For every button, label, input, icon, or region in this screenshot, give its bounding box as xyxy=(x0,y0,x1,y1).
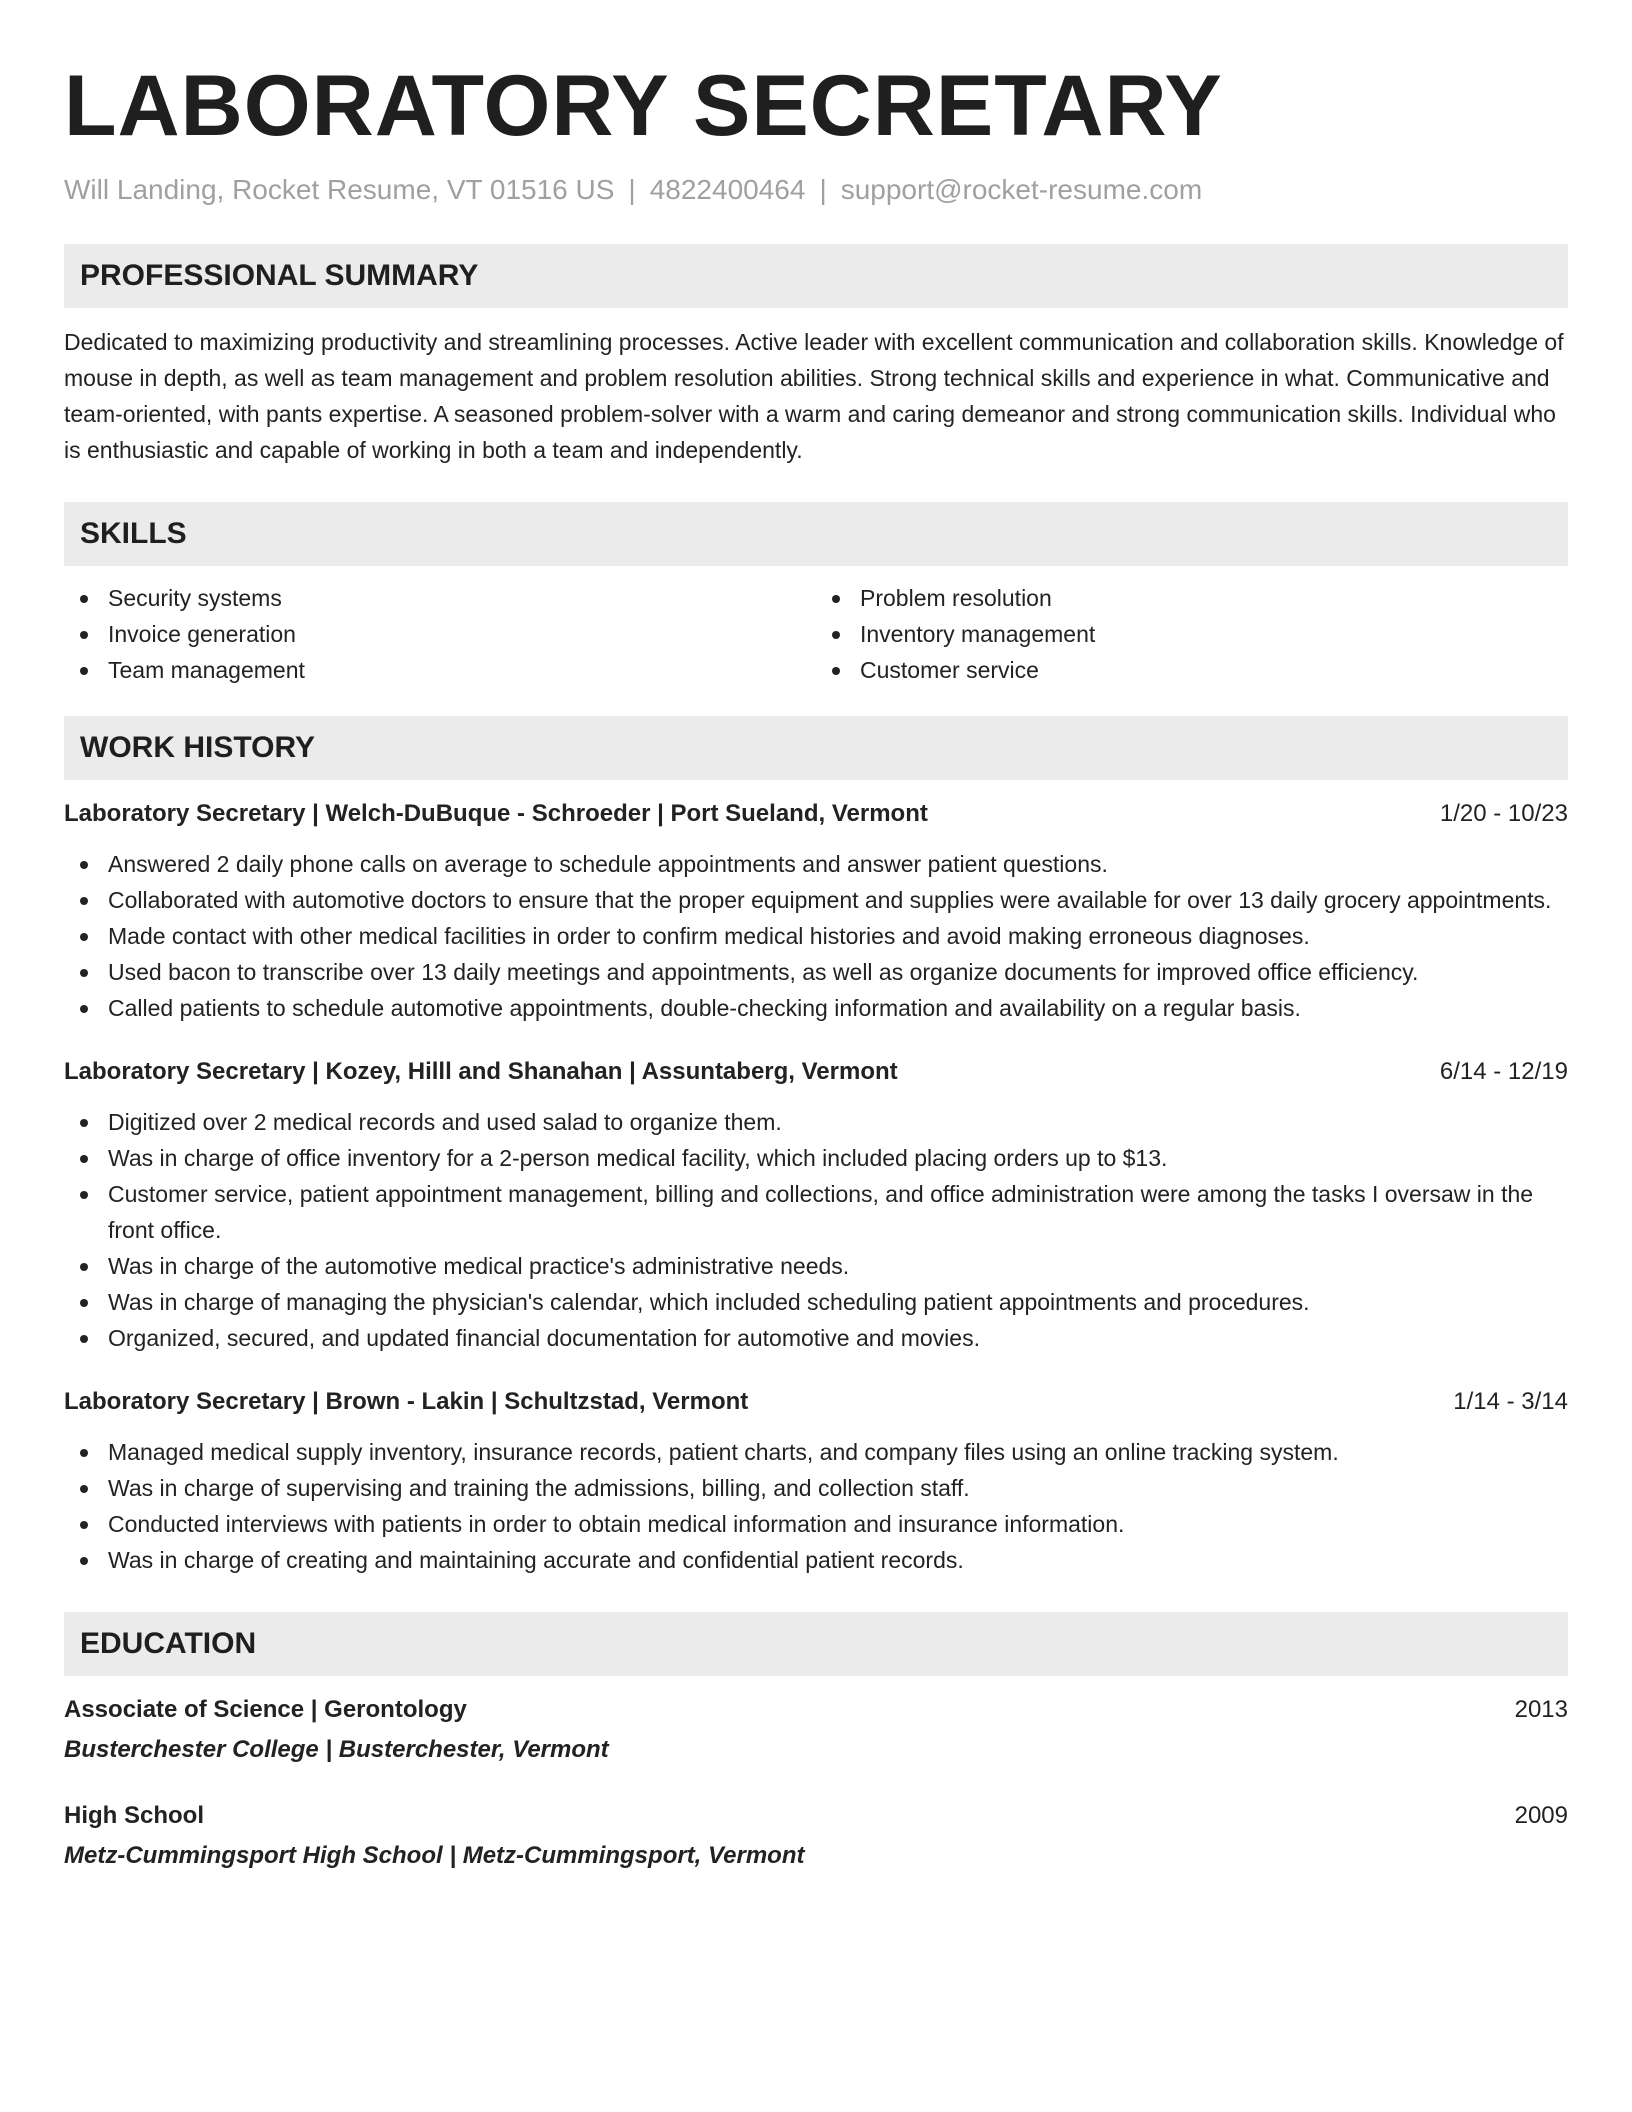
job-bullet: Called patients to schedule automotive appointments, double-checking information and availability on a regular basis. xyxy=(64,990,1568,1026)
job-bullet: Managed medical supply inventory, insurance records, patient charts, and company files using an online tracking system. xyxy=(64,1434,1568,1470)
education-section-title: EDUCATION xyxy=(80,1627,257,1660)
skill-item: Security systems xyxy=(64,580,816,616)
skill-item: Problem resolution xyxy=(816,580,1568,616)
job-dates: 1/20 - 10/23 xyxy=(1439,800,1568,827)
skills-column-left xyxy=(64,580,816,688)
education-school: Busterchester College | Busterchester, Vermont xyxy=(64,1736,609,1763)
job-bullet: Was in charge of the automotive medical practice's administrative needs. xyxy=(64,1248,1568,1284)
job-bullet: Digitized over 2 medical records and used salad to organize them. xyxy=(64,1104,1568,1140)
skill-item: Inventory management xyxy=(816,616,1568,652)
contact-separator: | xyxy=(628,174,636,205)
contact-phone: 4822400464 xyxy=(649,174,806,205)
job-bullets xyxy=(64,846,1568,1026)
job-entry xyxy=(64,1384,1568,1578)
contact-address: Will Landing, Rocket Resume, VT 01516 US xyxy=(64,174,615,205)
education-header xyxy=(64,1692,1568,1728)
skill-item: Team management xyxy=(64,652,816,688)
job-bullet: Was in charge of office inventory for a 2-person medical facility, which included placing orders up to $13. xyxy=(64,1140,1568,1176)
contact-separator: | xyxy=(819,174,827,205)
job-header xyxy=(64,1054,1568,1090)
job-bullet: Conducted interviews with patients in order to obtain medical information and insurance information. xyxy=(64,1506,1568,1542)
job-bullet: Was in charge of creating and maintaining accurate and confidential patient records. xyxy=(64,1542,1568,1578)
contact-email: support@rocket-resume.com xyxy=(840,174,1203,205)
education-degree: High School xyxy=(64,1802,204,1829)
job-header xyxy=(64,1384,1568,1420)
job-bullet: Organized, secured, and updated financial documentation for automotive and movies. xyxy=(64,1320,1568,1356)
job-dates: 6/14 - 12/19 xyxy=(1439,1058,1568,1085)
job-bullet: Used bacon to transcribe over 13 daily meetings and appointments, as well as organize documents for improved office efficiency. xyxy=(64,954,1568,990)
education-entry xyxy=(64,1798,1568,1874)
skills-section-title: SKILLS xyxy=(80,517,187,550)
education-school: Metz-Cummingsport High School | Metz-Cummingsport, Vermont xyxy=(64,1842,805,1869)
job-bullet: Customer service, patient appointment management, billing and collections, and office administration were among the tasks I oversaw in the front office. xyxy=(64,1176,1568,1248)
job-bullets xyxy=(64,1434,1568,1578)
job-entry xyxy=(64,1054,1568,1356)
job-bullet: Was in charge of managing the physician's calendar, which included scheduling patient appointments and procedures. xyxy=(64,1284,1568,1320)
education-degree: Associate of Science | Gerontology xyxy=(64,1696,467,1723)
skills-section-header xyxy=(64,502,1568,566)
skills-list xyxy=(64,580,1568,688)
work-section-header xyxy=(64,716,1568,780)
job-bullet: Collaborated with automotive doctors to ensure that the proper equipment and supplies were available for over 13 daily grocery appointments. xyxy=(64,882,1568,918)
job-header xyxy=(64,796,1568,832)
education-entry xyxy=(64,1692,1568,1768)
summary-section-title: PROFESSIONAL SUMMARY xyxy=(80,259,479,292)
skill-item: Invoice generation xyxy=(64,616,816,652)
education-year: 2013 xyxy=(1514,1696,1568,1723)
resume-name: LABORATORY SECRETARY xyxy=(64,58,1223,154)
education-year: 2009 xyxy=(1514,1802,1568,1829)
skill-item: Customer service xyxy=(816,652,1568,688)
job-heading: Laboratory Secretary | Welch-DuBuque - Schroeder | Port Sueland, Vermont xyxy=(64,800,928,827)
job-dates: 1/14 - 3/14 xyxy=(1453,1388,1568,1415)
job-bullet: Made contact with other medical facilities in order to confirm medical histories and avoid making erroneous diagnoses. xyxy=(64,918,1568,954)
summary-text: Dedicated to maximizing productivity and streamlining processes. Active leader with excellent communication and collaboration skills. Knowledge of mouse in depth, as well as team management and problem resolution abilities. Strong technical skills and experience in what. Communicative and team-oriented, with pants expertise. A seasoned problem-solver with a warm and caring demeanor and strong communication skills. Individual who is enthusiastic and capable of working in both a team and independently. xyxy=(64,329,1564,463)
job-bullets xyxy=(64,1104,1568,1356)
education-header xyxy=(64,1798,1568,1834)
education-section-header xyxy=(64,1612,1568,1676)
job-bullet: Answered 2 daily phone calls on average to schedule appointments and answer patient questions. xyxy=(64,846,1568,882)
work-section-title: WORK HISTORY xyxy=(80,731,316,764)
contact-line xyxy=(64,172,1568,208)
summary-section-header xyxy=(64,244,1568,308)
job-heading: Laboratory Secretary | Brown - Lakin | Schultzstad, Vermont xyxy=(64,1388,749,1415)
job-entry xyxy=(64,796,1568,1026)
resume-page xyxy=(64,56,1568,1874)
skills-column-right xyxy=(816,580,1568,688)
job-heading: Laboratory Secretary | Kozey, Hilll and Shanahan | Assuntaberg, Vermont xyxy=(64,1058,898,1085)
job-bullet: Was in charge of supervising and training the admissions, billing, and collection staff. xyxy=(64,1470,1568,1506)
